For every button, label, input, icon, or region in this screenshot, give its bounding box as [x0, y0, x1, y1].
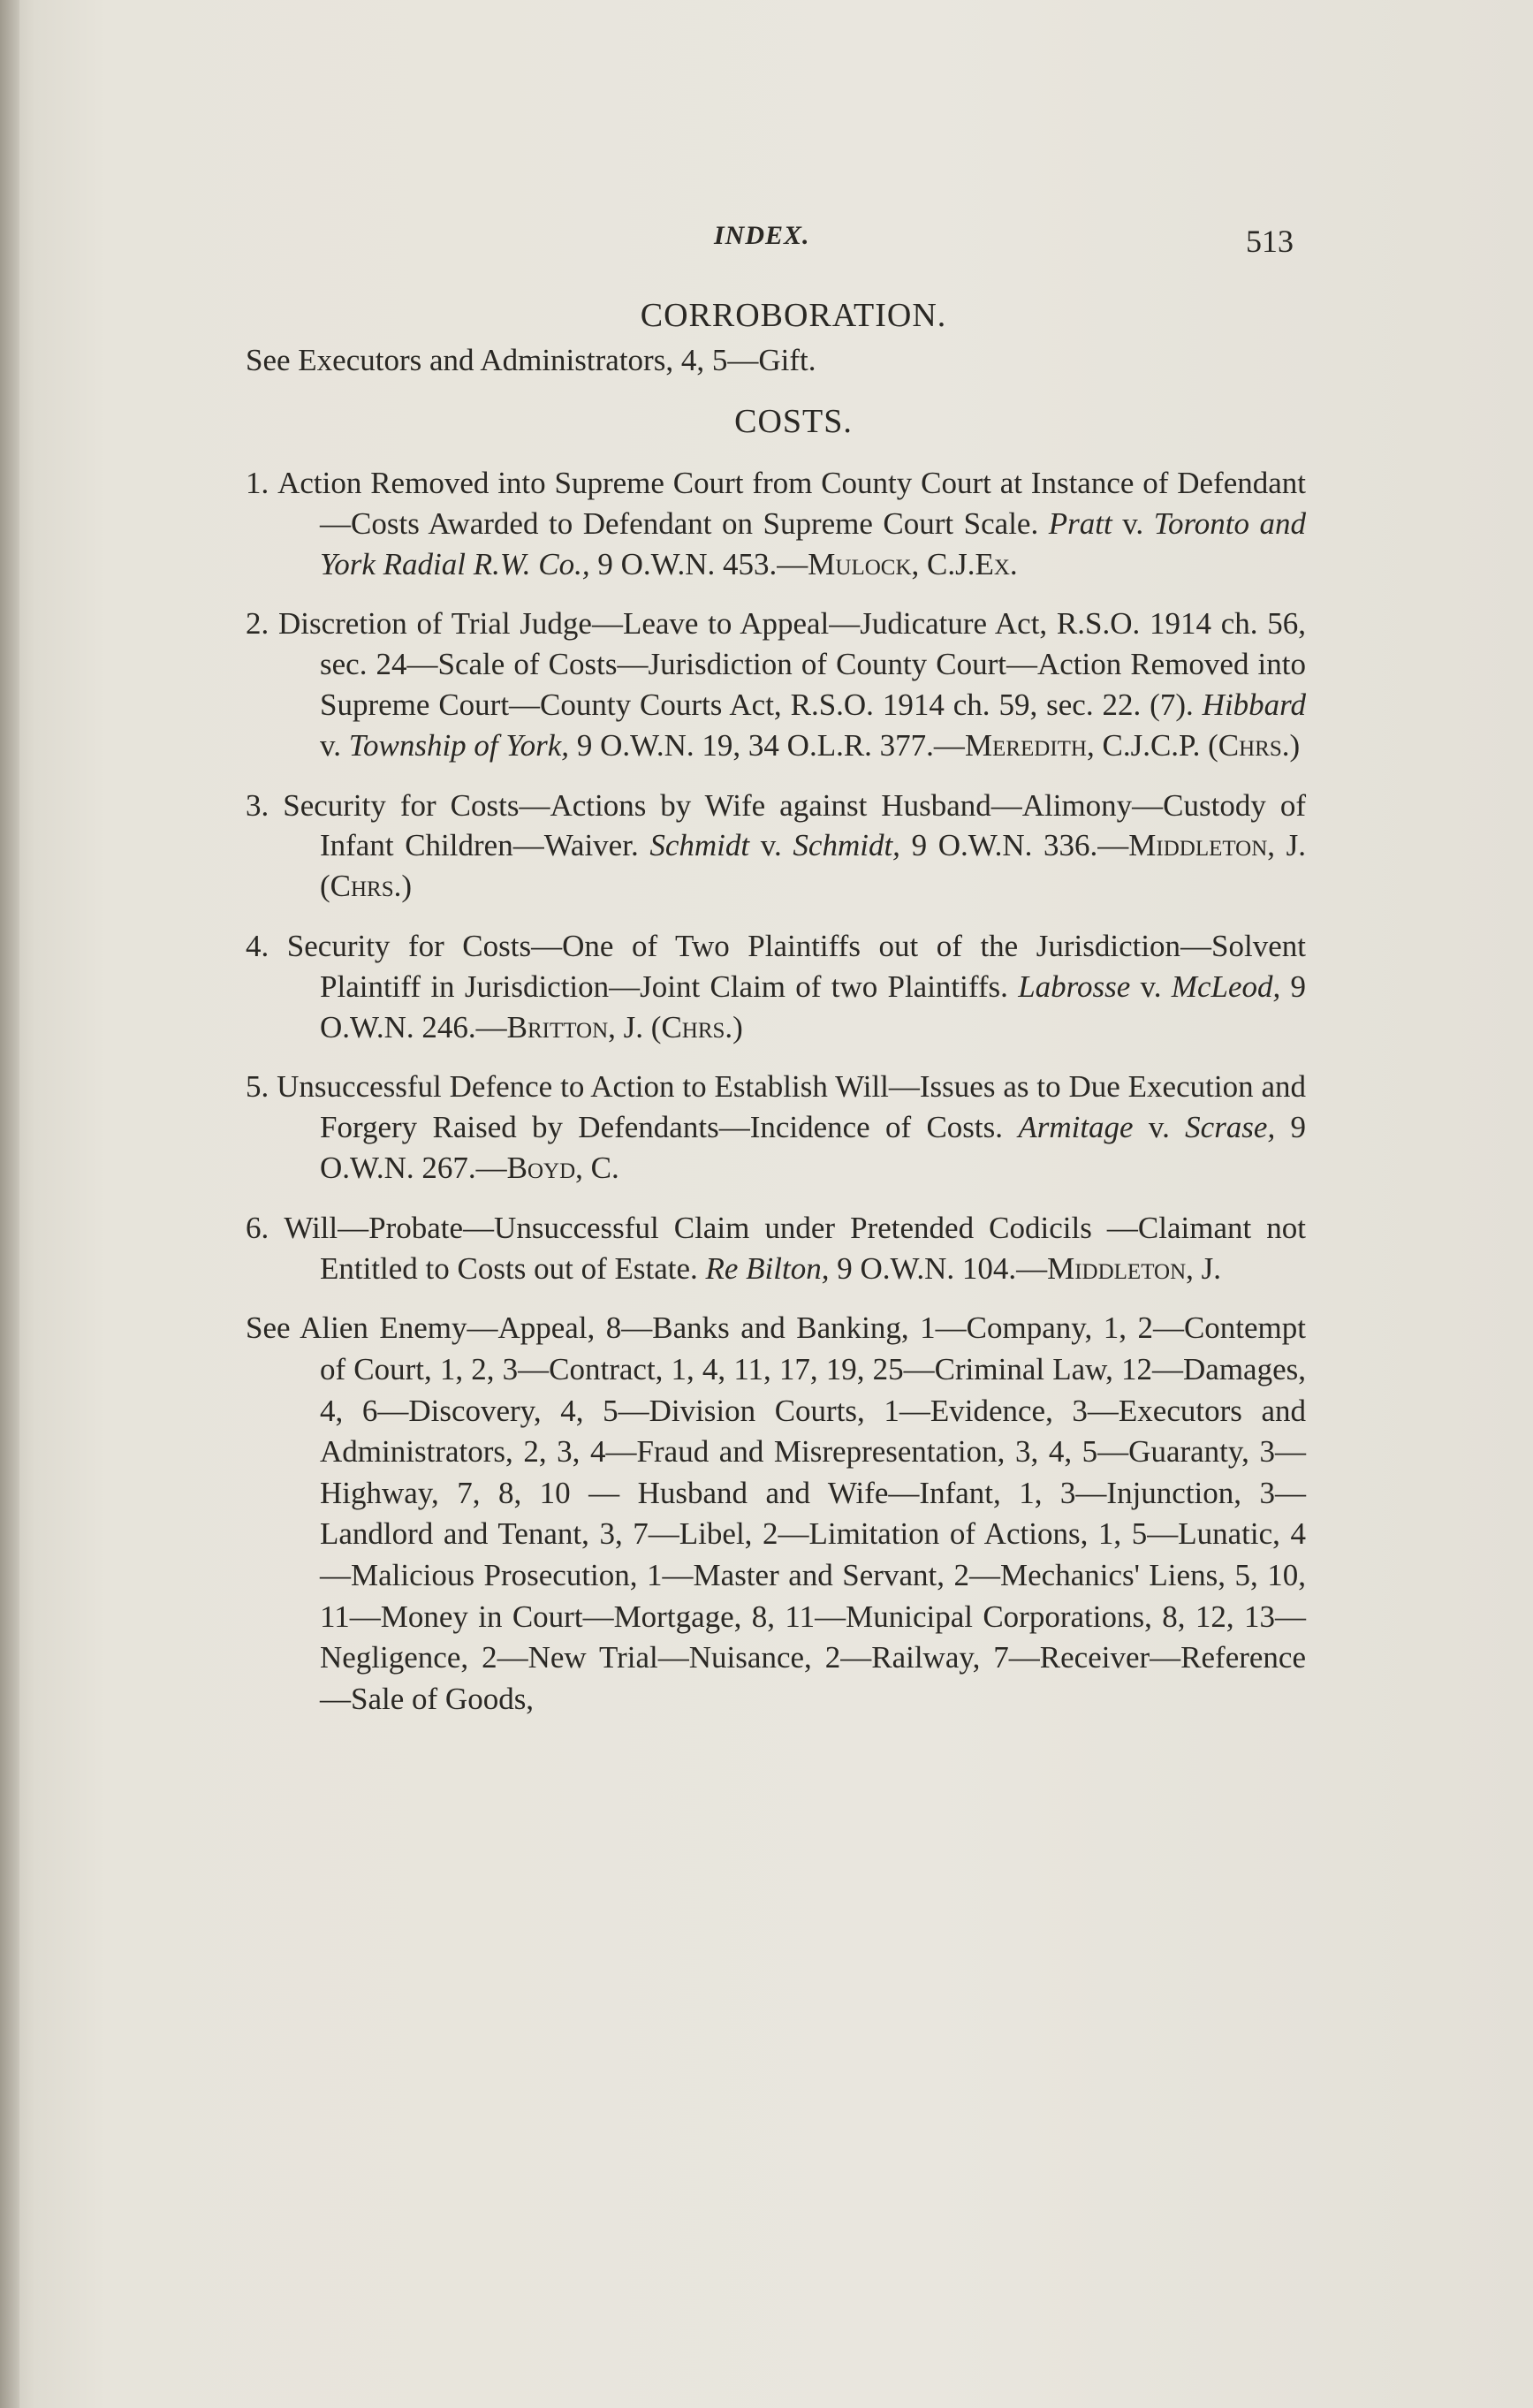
judge: Middleton, J. (Chrs.) [320, 828, 1307, 904]
entry-text: Security for Costs—Actions by Wife against Husband—Alimony—Custody of Infant Children—Waiver. [283, 787, 1306, 863]
entry-number: 3. [246, 787, 269, 823]
judge: Britton, J. (Chrs.) [506, 1009, 743, 1044]
case-versus: v. [1148, 1110, 1170, 1145]
costs-entry-4 [246, 926, 1306, 1047]
case-name: Re Bilton, [705, 1250, 830, 1286]
case-versus: v. [760, 828, 782, 863]
heading-corroboration: CORROBORATION. [640, 297, 947, 334]
citation: 9 O.W.N. 19, 34 O.L.R. 377.— [576, 727, 965, 763]
case-name: Labrosse [1018, 969, 1131, 1004]
entry-text: Action Removed into Supreme Court from County Court at Instance of Defendant—Costs Awarded to Defendant on Supreme Court Scale. [277, 466, 1307, 541]
page-body [246, 292, 1306, 1720]
judge: Boyd, C. [506, 1150, 619, 1185]
entry-number: 6. [246, 1210, 269, 1245]
entry-text: Security for Costs—One of Two Plaintiffs out of the Jurisdiction—Solvent Plaintiff in Jurisdiction—Joint Claim of two Plaintiffs. [286, 928, 1307, 1004]
citation: 9 O.W.N. 336.— [911, 828, 1129, 863]
entry-text: Unsuccessful Defence to Action to Establish Will—Issues as to Due Execution and Forgery Raised by Defendants—Incidence of Costs. [277, 1069, 1306, 1145]
citation: 9 O.W.N. 246.— [320, 969, 1307, 1044]
citation: 9 O.W.N. 453.— [597, 546, 808, 581]
judge: Middleton, J. [1047, 1250, 1221, 1286]
case-name-second: McLeod, [1171, 969, 1281, 1004]
case-name-second: Schmidt, [793, 828, 900, 863]
costs-entry-5 [246, 1067, 1306, 1188]
entry-number: 4. [246, 928, 269, 963]
corroboration-see-reference: See Executors and Administrators, 4, 5—Gift. [246, 343, 816, 377]
judge: Meredith, C.J.C.P. (Chrs.) [964, 727, 1301, 763]
page-number: 513 [1246, 224, 1294, 259]
page-header [0, 221, 1533, 274]
case-name-second: Scrase, [1185, 1110, 1276, 1145]
entry-number: 1. [246, 466, 269, 500]
case-name: Pratt [1048, 505, 1112, 541]
citation: 9 O.W.N. 267.— [320, 1110, 1307, 1185]
costs-entry-1 [246, 463, 1306, 584]
entry-text: Will—Probate—Unsuccessful Claim under Pretended Codicils —Claimant not Entitled to Costs out of Estate. [284, 1210, 1306, 1286]
costs-entry-6 [246, 1208, 1306, 1289]
case-name-second: Toronto and York Radial R.W. Co., [320, 505, 1306, 581]
case-name: Armitage [1018, 1110, 1134, 1145]
entry-text: Discretion of Trial Judge—Leave to Appeal—Judicature Act, R.S.O. 1914 ch. 56, sec. 24—Scale of Costs—Jurisdiction of County Court—Action Removed into Supreme Court—County Courts Act, R.S.O. 1914 ch. 59, sec. 22. (7). [277, 606, 1306, 722]
case-name-second: Township of York, [348, 727, 570, 763]
entry-number: 5. [246, 1069, 269, 1105]
case-name: Hibbard [1202, 687, 1306, 722]
costs-entry-3 [246, 786, 1306, 907]
judge: Mulock, C.J.Ex. [808, 546, 1018, 581]
running-head: INDEX. [714, 221, 810, 250]
page-spine-shadow [0, 0, 19, 2408]
citation: 9 O.W.N. 104.— [837, 1250, 1048, 1286]
costs-entry-2 [246, 604, 1306, 765]
case-versus: v. [320, 727, 341, 763]
heading-costs: COSTS. [734, 403, 853, 440]
costs-see-also: See Alien Enemy—Appeal, 8—Banks and Banking, 1—Company, 1, 2—Contempt of Court, 1, 2, 3—Contract, 1, 4, 11, 17, 19, 25—Criminal Law, 12—Damages, 4, 6—Discovery, 4, 5—Division Courts, 1—Evidence, 3—Executors and Administrators, 2, 3, 4—Fraud and Misrepresentation, 3, 4, 5—Guaranty, 3—Highway, 7, 8, 10 — Husband and Wife—Infant, 1, 3—Injunction, 3—Landlord and Tenant, 3, 7—Libel, 2—Limitation of Actions, 1, 5—Lunatic, 4—Malicious Prosecution, 1—Master and Servant, 2—Mechanics' Liens, 5, 10, 11—Money in Court—Mortgage, 8, 11—Municipal Corporations, 8, 12, 13—Negligence, 2—New Trial—Nuisance, 2—Railway, 7—Receiver—Reference—Sale of Goods, [246, 1310, 1306, 1716]
case-versus: v. [1122, 505, 1144, 541]
case-versus: v. [1140, 969, 1162, 1004]
case-name: Schmidt [649, 828, 750, 863]
entry-number: 2. [246, 606, 269, 642]
